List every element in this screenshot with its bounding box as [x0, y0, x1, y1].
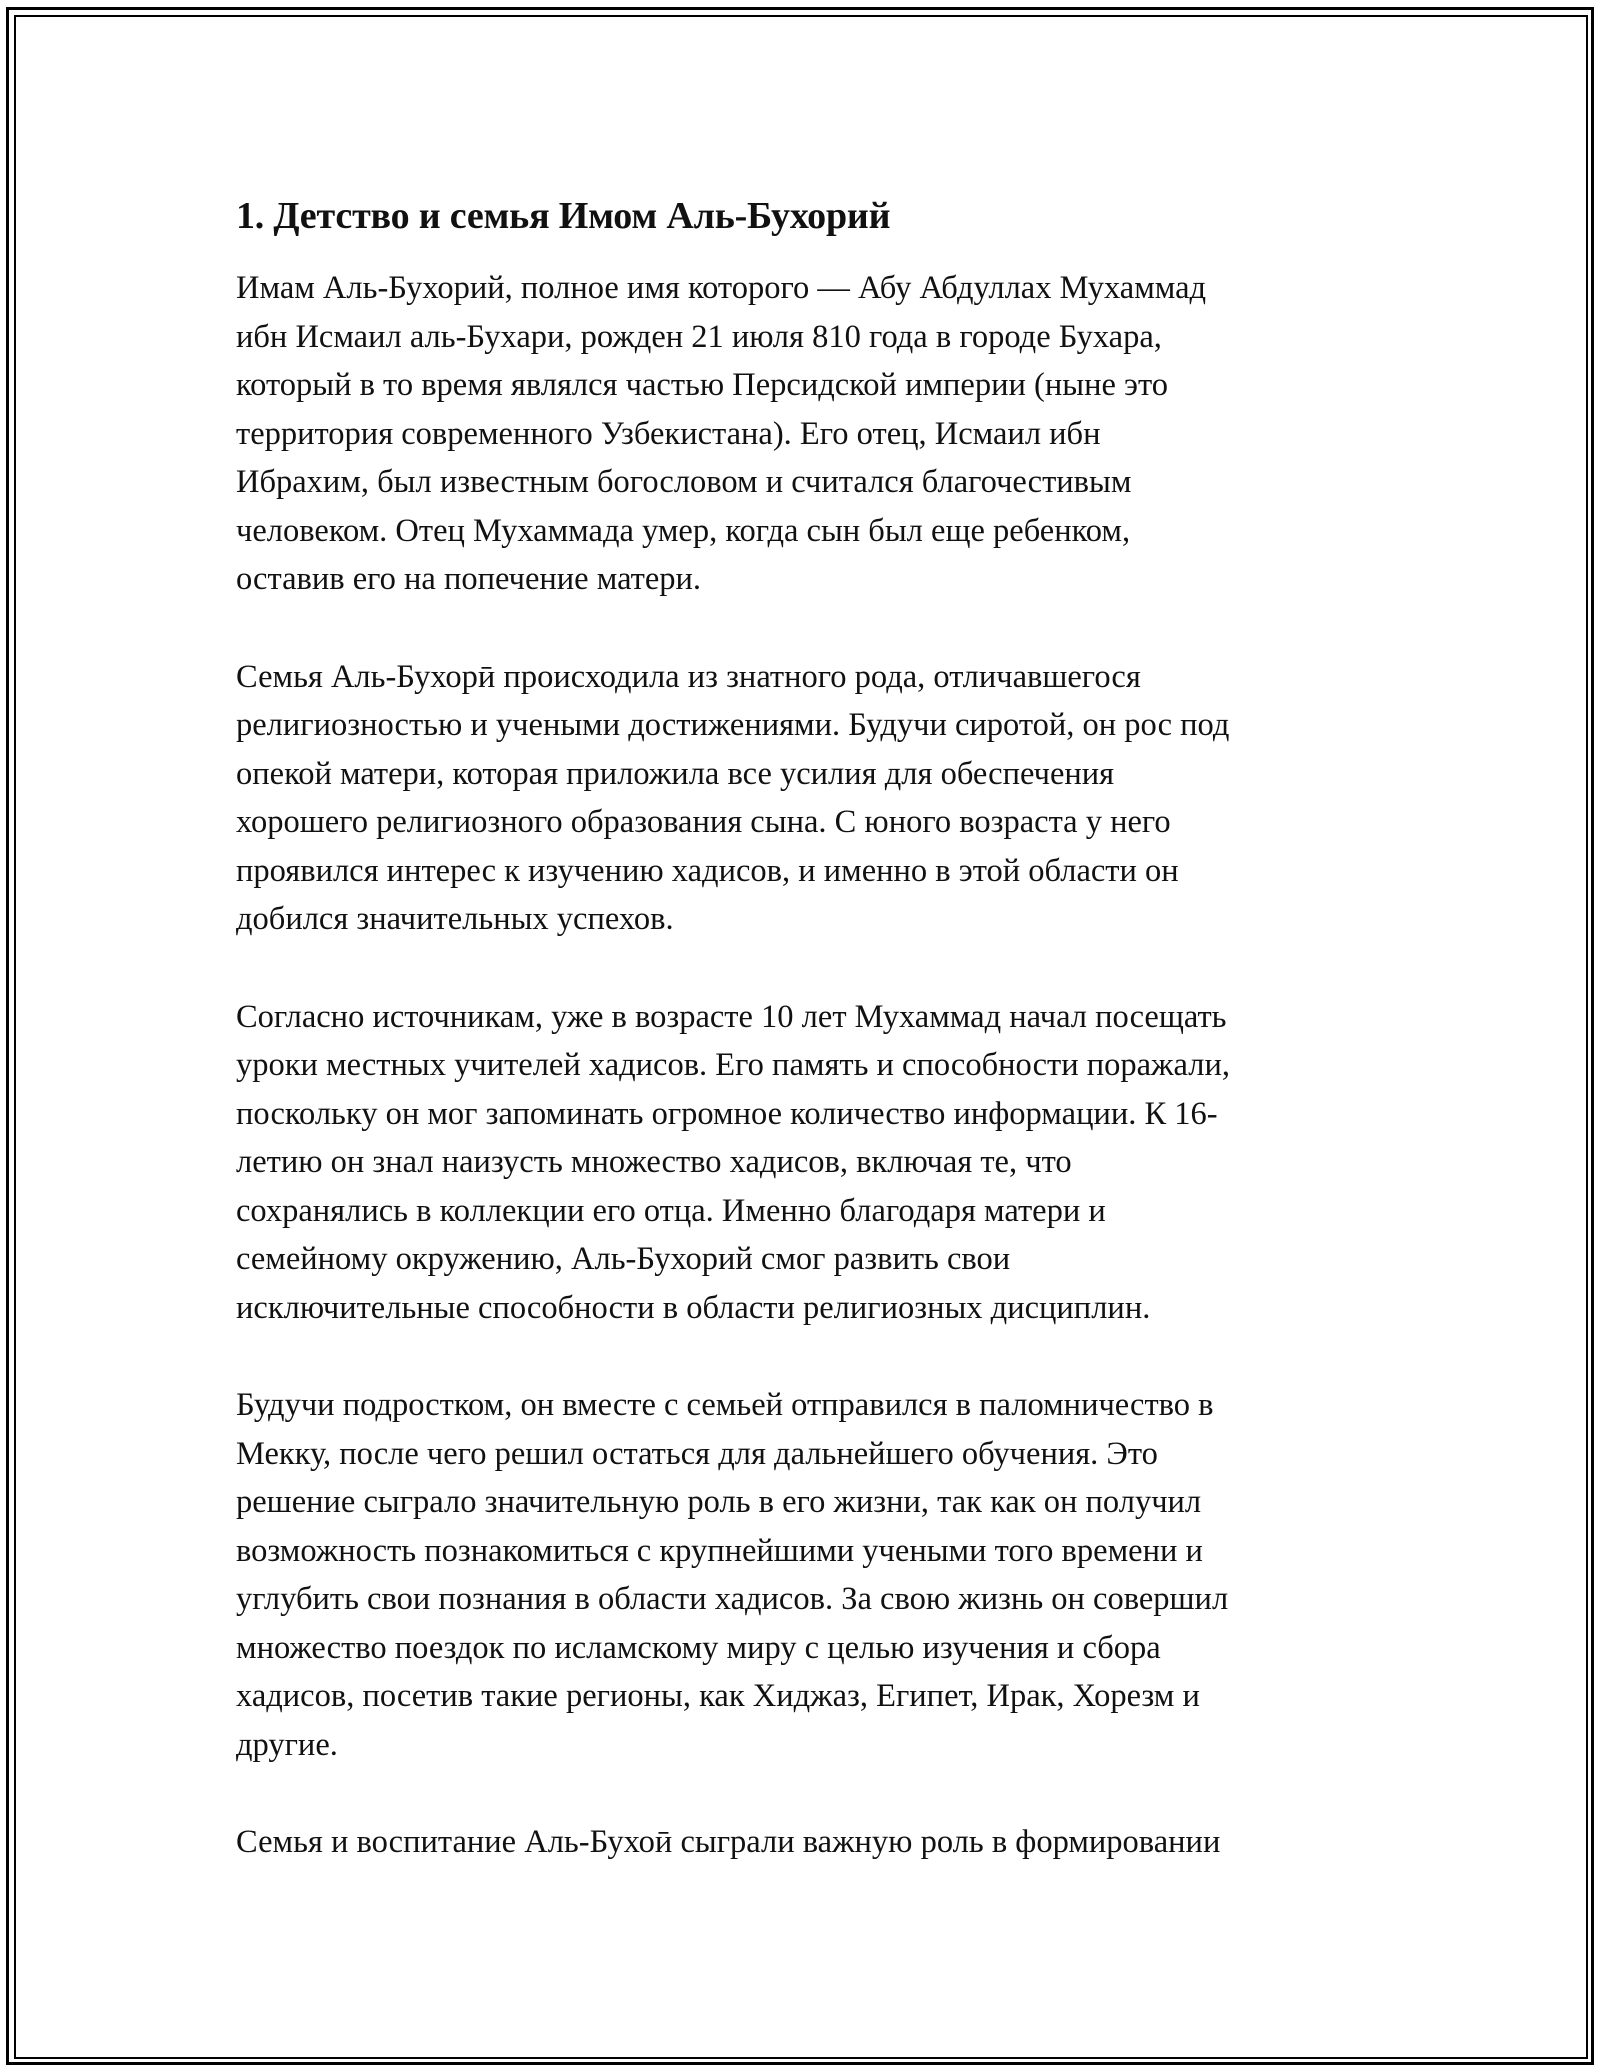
- text-line: летию он знал наизусть множество хадисов, включая те, что: [236, 1144, 1072, 1180]
- text-line: опекой матери, которая приложила все усилия для обеспечения: [236, 755, 1115, 792]
- paragraph-5: [236, 1818, 1386, 1867]
- document-body: [236, 184, 1386, 1916]
- text-line: Семья и воспитание Аль-Бухоӣ сыграли важную роль в формировании: [236, 1824, 1221, 1860]
- section-heading: 1. Детство и семья Имом Аль-Бухорий: [236, 195, 891, 237]
- text-line: оставив его на попечение матери.: [236, 561, 702, 597]
- text-line: хадисов, посетив такие регионы, как Хиджаз, Египет, Ирак, Хорезм и: [236, 1678, 1200, 1714]
- paragraph-2: [236, 653, 1386, 944]
- text-line: территория современного Узбекистана). Его отец, Исмаил ибн: [236, 415, 1101, 452]
- text-line: Ибрахим, был известным богословом и считался благочестивым: [236, 464, 1132, 500]
- text-line: углубить свои познания в области хадисов. За свою жизнь он совершил: [236, 1581, 1229, 1617]
- text-line: исключительные способности в области религиозных дисциплин.: [236, 1289, 1151, 1326]
- paragraph-3: [236, 993, 1386, 1333]
- text-line: уроки местных учителей хадисов. Его память и способности поражали,: [236, 1047, 1230, 1083]
- text-line: семейному окружению, Аль-Бухорий смог развить свои: [236, 1241, 1011, 1277]
- text-line: добился значительных успехов.: [236, 901, 674, 937]
- text-line: Согласно источникам, уже в возрасте 10 лет Мухаммад начал посещать: [236, 998, 1227, 1035]
- text-line: который в то время являлся частью Персидской империи (ныне это: [236, 367, 1168, 403]
- text-line: множество поездок по исламскому миру с целью изучения и сбора: [236, 1629, 1161, 1666]
- text-line: решение сыграло значительную роль в его жизни, так как он получил: [236, 1484, 1202, 1520]
- text-line: Мекку, после чего решил остаться для дальнейшего обучения. Это: [236, 1435, 1158, 1472]
- text-line: Семья Аль-Бухорӣ происходила из знатного рода, отличавшегося: [236, 658, 1141, 695]
- text-line: хорошего религиозного образования сына. С юного возраста у него: [236, 804, 1171, 840]
- text-line: Имам Аль-Бухорий, полное имя которого — Абу Абдуллах Мухаммад: [236, 270, 1207, 306]
- text-line: сохранялись в коллекции его отца. Именно благодаря матери и: [236, 1192, 1106, 1229]
- text-line: человеком. Отец Мухаммада умер, когда сын был еще ребенком,: [236, 512, 1131, 549]
- text-line: поскольку он мог запоминать огромное количество информации. К 16-: [236, 1095, 1218, 1132]
- text-line: Будучи подростком, он вместе с семьей отправился в паломничество в: [236, 1387, 1214, 1423]
- text-line: ибн Исмаил аль-Бухари, рожден 21 июля 810 года в городе Бухара,: [236, 318, 1162, 355]
- paragraph-4: [236, 1381, 1386, 1769]
- text-line: религиозностью и учеными достижениями. Будучи сиротой, он рос под: [236, 707, 1230, 743]
- text-line: проявился интерес к изучению хадисов, и именно в этой области он: [236, 852, 1179, 889]
- paragraph-1: [236, 264, 1386, 604]
- text-line: возможность познакомиться с крупнейшими учеными того времени и: [236, 1532, 1203, 1569]
- text-line: другие.: [236, 1726, 338, 1763]
